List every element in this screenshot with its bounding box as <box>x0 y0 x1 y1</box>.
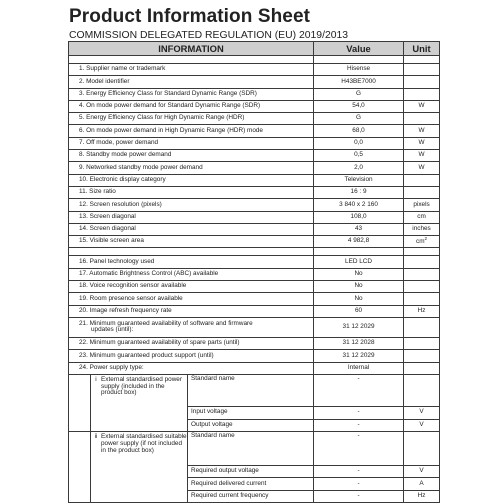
row-value: Internal <box>314 362 404 374</box>
table-row <box>69 293 440 305</box>
table-row <box>69 150 440 162</box>
field-value: - <box>314 490 404 502</box>
row-unit <box>404 256 440 268</box>
row-unit: W <box>404 162 440 174</box>
power-supply-indent <box>69 374 91 431</box>
row-label: 6. On mode power demand in High Dynamic Range (HDR) mode <box>69 125 314 137</box>
field-unit: V <box>404 466 440 478</box>
table-row <box>69 64 440 76</box>
row-unit <box>404 88 440 100</box>
table-row <box>69 350 440 362</box>
row-label: 2. Model identifier <box>69 76 314 88</box>
row-value: H43BE7000 <box>314 76 404 88</box>
table-row <box>69 281 440 293</box>
row-unit <box>404 337 440 349</box>
power-supply-indent <box>69 432 91 503</box>
table-row <box>69 76 440 88</box>
header-unit: Unit <box>404 42 440 56</box>
power-supply-ii-row <box>69 432 440 466</box>
field-label: Output voltage <box>188 419 314 431</box>
row-value: 31 12 2029 <box>314 350 404 362</box>
table-row <box>69 174 440 186</box>
power-supply-i-desc-cell <box>91 374 188 431</box>
row-label: 17. Automatic Brightness Control (ABC) available <box>69 268 314 280</box>
row-label: 11. Size ratio <box>69 186 314 198</box>
row-label-line1: 21. Minimum guaranteed availability of software and firmware <box>79 319 253 327</box>
row-label: 4. On mode power demand for Standard Dynamic Range (SDR) <box>69 100 314 112</box>
table-row <box>69 162 440 174</box>
row-unit <box>404 64 440 76</box>
row-value: 0,5 <box>314 150 404 162</box>
row-value: LED LCD <box>314 256 404 268</box>
table-row <box>69 362 440 374</box>
table-row <box>69 268 440 280</box>
row-value: No <box>314 293 404 305</box>
power-supply-ii-num: ii <box>94 433 98 441</box>
table-row <box>69 256 440 268</box>
spacer-row <box>69 56 440 64</box>
row-unit: pixels <box>404 199 440 211</box>
header-value: Value <box>314 42 404 56</box>
field-unit: V <box>404 406 440 419</box>
table-row <box>69 199 440 211</box>
field-value: - <box>314 478 404 490</box>
row-label: 10. Electronic display category <box>69 174 314 186</box>
row-label: 14. Screen diagonal <box>69 223 314 235</box>
row-unit <box>404 362 440 374</box>
row-unit <box>404 350 440 362</box>
power-supply-ii-desc-cell <box>91 432 188 503</box>
table-row <box>69 337 440 349</box>
page-title: Product Information Sheet <box>69 6 311 27</box>
row-unit <box>404 174 440 186</box>
row-value: 68,0 <box>314 125 404 137</box>
row-unit: inches <box>404 223 440 235</box>
unit-text: cm <box>416 238 425 246</box>
row-label: 19. Room presence sensor available <box>69 293 314 305</box>
field-value: - <box>314 419 404 431</box>
table-row <box>69 305 440 317</box>
field-label: Input voltage <box>188 406 314 419</box>
row-unit: Hz <box>404 305 440 317</box>
row-value: 31 12 2029 <box>314 317 404 337</box>
table-row <box>69 211 440 223</box>
field-value: - <box>314 406 404 419</box>
field-label: Standard name <box>188 374 314 406</box>
row-label: 9. Networked standby mode power demand <box>69 162 314 174</box>
table-row <box>69 113 440 125</box>
row-label: 22. Minimum guaranteed availability of spare parts (until) <box>69 337 314 349</box>
row-value: No <box>314 268 404 280</box>
field-unit: Hz <box>404 490 440 502</box>
row-unit <box>404 113 440 125</box>
row-unit: W <box>404 150 440 162</box>
row-value: Hisense <box>314 64 404 76</box>
row-label: 8. Standby mode power demand <box>69 150 314 162</box>
field-unit <box>404 432 440 466</box>
row-value: 108,0 <box>314 211 404 223</box>
row-label: 1. Supplier name or trademark <box>69 64 314 76</box>
row-unit <box>404 236 440 248</box>
product-info-table <box>68 41 440 503</box>
field-label: Required output voltage <box>188 466 314 478</box>
field-unit <box>404 374 440 406</box>
table-row <box>69 236 440 248</box>
row-unit <box>404 281 440 293</box>
row-value: 60 <box>314 305 404 317</box>
row-label: 5. Energy Efficiency Class for High Dynamic Range (HDR) <box>69 113 314 125</box>
power-supply-i-num: i <box>95 375 97 383</box>
field-unit: V <box>404 419 440 431</box>
unit-superscript: 2 <box>424 236 428 242</box>
row-label-line2: updates (until): <box>91 326 134 334</box>
row-unit <box>404 186 440 198</box>
field-label: Standard name <box>188 432 314 466</box>
row-unit: W <box>404 137 440 149</box>
row-value: 31 12 2028 <box>314 337 404 349</box>
row-value: 4 982,8 <box>314 236 404 248</box>
regulation-subtitle: COMMISSION DELEGATED REGULATION (EU) 2019/2013 <box>69 30 349 41</box>
row-label: 24. Power supply type: <box>69 362 314 374</box>
table-row <box>69 100 440 112</box>
row-label <box>69 317 314 337</box>
table-header-row <box>69 42 440 56</box>
field-label: Required delivered current <box>188 478 314 490</box>
row-label: 7. Off mode, power demand <box>69 137 314 149</box>
row-value: 16 : 9 <box>314 186 404 198</box>
table-row <box>69 317 440 337</box>
row-value: G <box>314 113 404 125</box>
row-value: 43 <box>314 223 404 235</box>
row-label: 13. Screen diagonal <box>69 211 314 223</box>
table-row <box>69 88 440 100</box>
field-unit: A <box>404 478 440 490</box>
row-label: 20. Image refresh frequency rate <box>69 305 314 317</box>
row-label: 18. Voice recognition sensor available <box>69 281 314 293</box>
row-label: 16. Panel technology used <box>69 256 314 268</box>
row-value: 3 840 x 2 160 <box>314 199 404 211</box>
row-unit <box>404 317 440 337</box>
header-information: INFORMATION <box>69 42 314 56</box>
row-label: 23. Minimum guaranteed product support (until) <box>69 350 314 362</box>
row-value: 2,0 <box>314 162 404 174</box>
table-row <box>69 137 440 149</box>
power-supply-ii-desc: External standardised suitable power supply (if not included in the product box) <box>101 433 187 454</box>
field-value: - <box>314 374 404 406</box>
table-row <box>69 186 440 198</box>
row-value: 54,0 <box>314 100 404 112</box>
row-unit <box>404 293 440 305</box>
power-supply-i-row <box>69 374 440 406</box>
power-supply-i-desc: External standardised power supply (included in the product box) <box>101 375 182 397</box>
row-unit: cm <box>404 211 440 223</box>
table-row <box>69 223 440 235</box>
row-unit: W <box>404 100 440 112</box>
field-value: - <box>314 432 404 466</box>
row-label: 3. Energy Efficiency Class for Standard Dynamic Range (SDR) <box>69 88 314 100</box>
row-value: Television <box>314 174 404 186</box>
row-unit: W <box>404 125 440 137</box>
row-value: 0,0 <box>314 137 404 149</box>
table-row <box>69 125 440 137</box>
field-label: Required current frequency <box>188 490 314 502</box>
row-label: 15. Visible screen area <box>69 236 314 248</box>
spacer-row <box>69 248 440 256</box>
field-value: - <box>314 466 404 478</box>
row-unit <box>404 268 440 280</box>
row-value: G <box>314 88 404 100</box>
row-unit <box>404 76 440 88</box>
row-label: 12. Screen resolution (pixels) <box>69 199 314 211</box>
row-value: No <box>314 281 404 293</box>
